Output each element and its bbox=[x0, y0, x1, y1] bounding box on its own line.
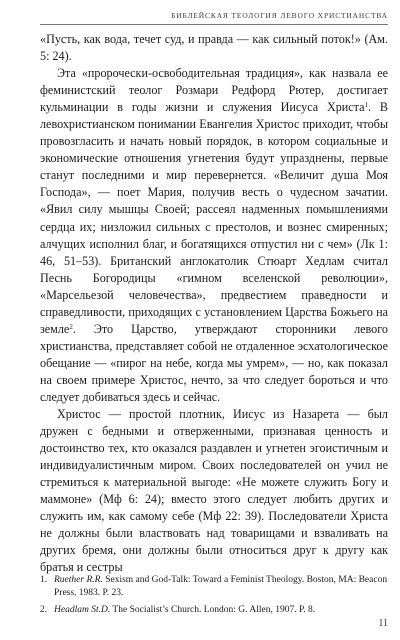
footnote-author: Ruether R.R. bbox=[54, 575, 103, 585]
header-rule bbox=[40, 24, 388, 25]
footnote-text: The Socialist’s Church. London: G. Allen, 1907. P. 8. bbox=[112, 604, 316, 615]
footnote-author: Headlam St.D. bbox=[54, 604, 111, 615]
footnotes bbox=[40, 574, 388, 620]
footnote-number: 1. bbox=[40, 575, 48, 585]
paragraph-1: «Пусть, как вода, течет суд, и правда — как сильный поток!» (Ам. 5: 24). bbox=[40, 32, 388, 64]
footnote-marker: 2 bbox=[69, 322, 73, 331]
footnote-number: 2. bbox=[40, 604, 48, 615]
footnote-marker: 1 bbox=[364, 101, 369, 110]
paragraph-3: Христос — простой плотник, Иисус из Назарета — был дружен с бедными и отверженными, признавая ценность и достоинство тех, кто оказался раздавлен и угнетен эгоистичным и индивидуалистичным миром. Своих последователей он учил не стремиться к материальной выгоде: «Не можете служить Богу и маммоне» (Мф 6: 24); вместо этого следует любить других и служить им, как самому себе (Мф 22: 39). Последователи Христа не должны были властвовать над товарищами и взваливать на других бремя, они должны были относиться друг к другу как братья и сестры bbox=[40, 407, 388, 575]
paragraph-2: Эта «пророчески-освободительная традиция», как назвала ее феминистский теолог Розмари Редфорд Рютер, достигает кульминации в годы жизни и служения Иисуса Христа$^1$. В левохристианском понимании Евангелия Христос приходит, чтобы провозгласить и начать новый порядок, в котором социальные и экономические отношения угнетения будут упразднены, первые станут последними и мир перевернется. «Величит душа Моя Господа», — поет Мария, получив весть о чудесном зачатии. «Явил силу мышцы Своей; рассеял надменных помышлениями сердца их; низложил сильных с престолов, и вознес смиренных; алчущих исполнил благ, и богатящихся отпустил ни с чем» (Лк 1: 46, 51–53). Британский англокатолик Стюарт Хедлам считал Песнь Богородицы «гимном вселенской революции», «Марсельезой человечества», предвестием праведности и справедливости, приходящих с установлением Царства Божьего на земле$^2$. Это Царство, утверждают сторонники левого христианства, представляет собой не отдаленное эсхатологическое обещание — «пирог на небе, когда мы умрем», — но, как показал на своем примере Христос, нечто, за что следует бороться и что следует добиваться здесь и сейчас. bbox=[40, 66, 389, 404]
body-text bbox=[40, 31, 388, 577]
footnote-text: Sexism and God-Talk: Toward a Feminist Theology. Boston, MA: Beacon Press, 1983. P. 23. bbox=[54, 575, 388, 599]
footnote-1 bbox=[40, 574, 388, 601]
page-number: 11 bbox=[378, 618, 388, 629]
running-head: БИБЛЕЙСКАЯ ТЕОЛОГИЯ ЛЕВОГО ХРИСТИАНСТВА bbox=[171, 11, 388, 20]
footnote-2 bbox=[40, 604, 388, 617]
